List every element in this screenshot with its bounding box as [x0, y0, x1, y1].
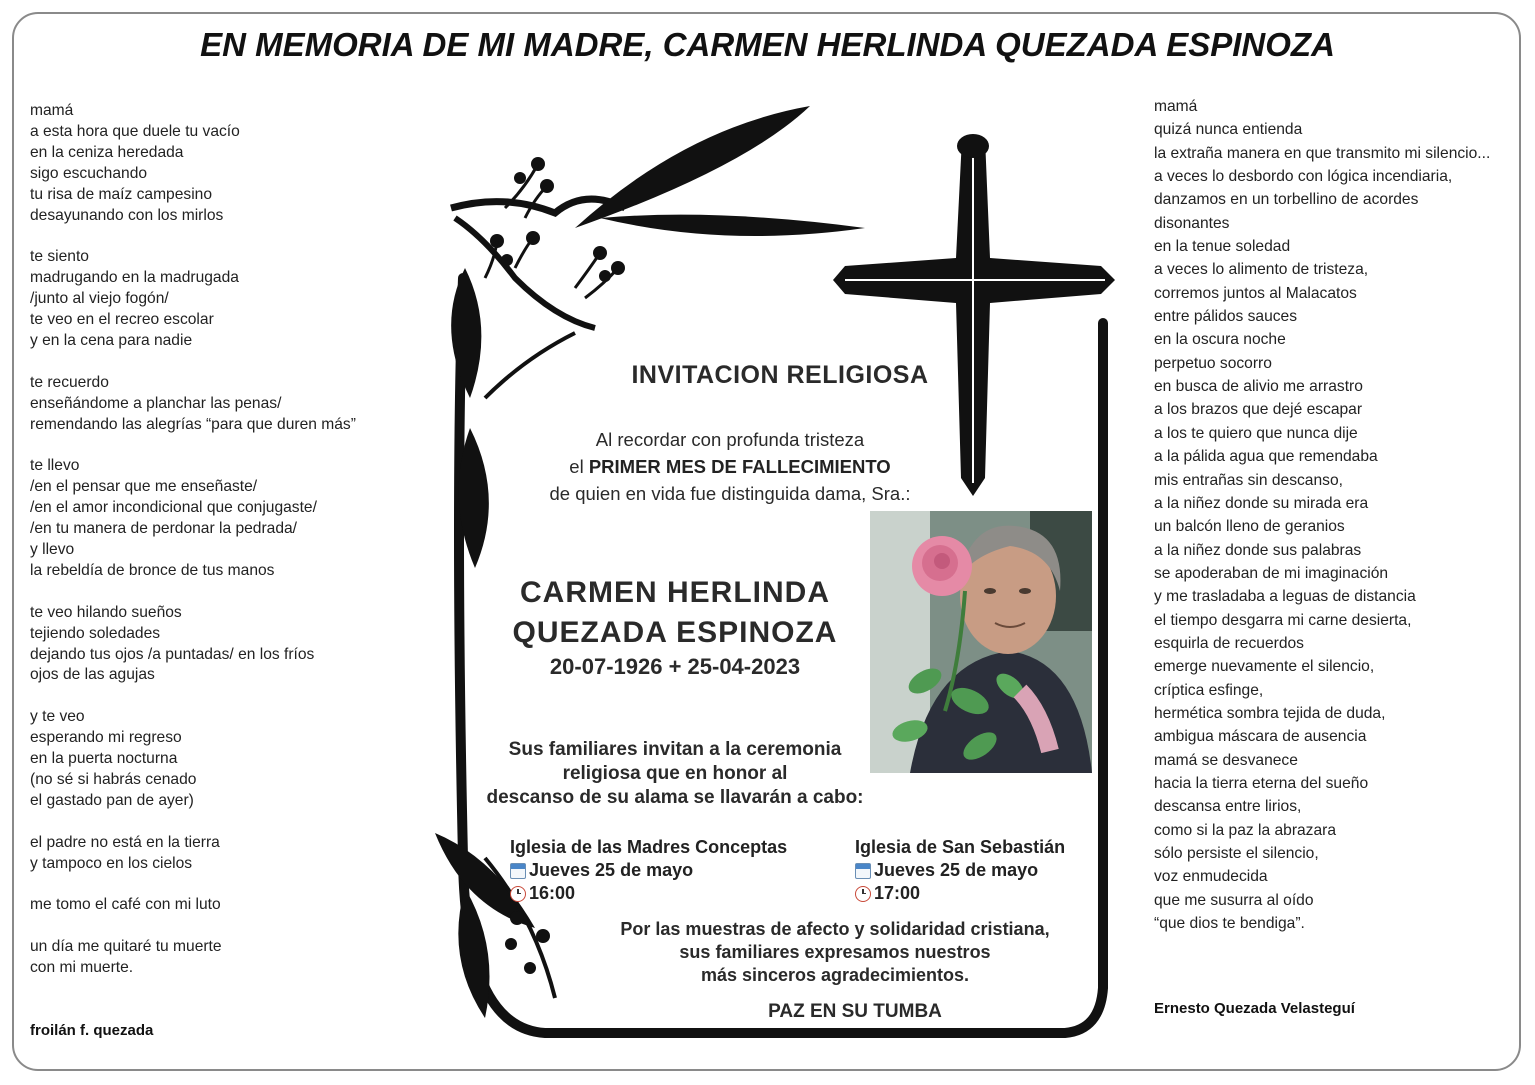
page-title: EN MEMORIA DE MI MADRE, CARMEN HERLINDA QUEZADA ESPINOZA — [200, 26, 1335, 63]
author-right: Ernesto Quezada Velasteguí — [1154, 1000, 1355, 1017]
deceased-name-line-2: QUEZADA ESPINOZA — [512, 616, 838, 649]
clock-icon — [855, 886, 871, 902]
church-a-time: 16:00 — [529, 883, 576, 903]
deceased-name-line-1: CARMEN HERLINDA — [520, 576, 830, 609]
life-dates: 20-07-1926 + 25-04-2023 — [549, 654, 801, 679]
intro-line-1: Al recordar con profunda tristeza — [595, 429, 865, 450]
intro-line-2 — [515, 453, 945, 480]
portrait-photo — [870, 511, 1092, 773]
church-a-name: Iglesia de las Madres Conceptas — [510, 837, 788, 857]
thanks-line-2: sus familiares expresamos nuestros — [679, 942, 991, 962]
church-b-day: Jueves 25 de mayo — [874, 860, 1039, 880]
poem-right: mamá quizá nunca entienda la extraña manera en que transmito mi silencio... a veces lo desbordo con lógica incendiaria, danzamos en un torbellino de acordes disonantes en la tenue soledad a veces lo alimento de tristeza, corremos juntos al Malacatos entre pálidos sauces en la oscura noche perpetuo socorro en busca de alivio me arrastro a los brazos que dejé escapar a los te quiero que nunca dije a la pálida agua que remendaba mis entrañas sin descanso, a la niñez donde su mirada era un balcón lleno de geranios a la niñez donde sus palabras se apoderaban de mi imaginación y me trasladaba a leguas de distancia el tiempo desgarra mi carne desierta, esquirla de recuerdos emerge nuevamente el silencio, críptica esfinge, hermética sombra tejida de duda, ambigua máscara de ausencia mamá se desvanece hacia la tierra eterna del sueño descansa entre lirios, como si la paz la abrazara sólo persiste el silencio, voz enmudecida que me susurra al oído “que dios te bendiga”. — [1154, 98, 1491, 933]
church-a — [510, 836, 787, 905]
church-a-day: Jueves 25 de mayo — [529, 860, 694, 880]
invitation-heading: INVITACION RELIGIOSA — [631, 361, 929, 389]
church-b-time: 17:00 — [874, 883, 921, 903]
thanks-line-3: más sinceros agradecimientos. — [700, 965, 970, 985]
calendar-icon — [510, 863, 526, 879]
invite-line-1: Sus familiares invitan a la ceremonia — [508, 739, 842, 760]
church-b-name: Iglesia de San Sebastián — [855, 837, 1066, 857]
clock-icon — [510, 886, 526, 902]
intro-line-3: de quien en vida fue distinguida dama, Sra.: — [549, 483, 911, 504]
church-b — [855, 836, 1065, 905]
author-left: froilán f. quezada — [30, 1022, 154, 1039]
thanks-line-1: Por las muestras de afecto y solidaridad cristiana, — [620, 919, 1050, 939]
invitation-text — [455, 738, 895, 810]
memorial-card — [425, 98, 1130, 1058]
thanks-text — [575, 918, 1095, 987]
poem-left: mamá a esta hora que duele tu vacío en la ceniza heredada sigo escuchando tu risa de maíz campesino desayunando con los mirlos te siento madrugando en la madrugada /junto al viejo fogón/ te veo en el recreo escolar y en la cena para nadie te recuerdo enseñándome a planchar las penas/ remendando las alegrías “para que duren más” te llevo /en el pensar que me enseñaste/ /en el amor incondicional que conjugaste/ /en tu manera de perdonar la pedrada/ y llevo la rebeldía de bronce de tus manos te veo hilando sueños tejiendo soledades dejando tus ojos /a puntadas/ en los fríos ojos de las agujas y te veo esperando mi regreso en la puerta nocturna (no sé si habrás cenado el gastado pan de ayer) el padre no está en la tierra y tampoco en los cielos me tomo el café con mi luto un día me quitaré tu muerte con mi muerte. — [30, 102, 356, 977]
closing-text: PAZ EN SU TUMBA — [768, 1001, 942, 1022]
invite-line-2: religiosa que en honor al — [562, 763, 788, 784]
calendar-icon — [855, 863, 871, 879]
intro-line-2-prefix: el — [569, 456, 589, 477]
intro-text — [515, 426, 945, 507]
intro-line-2-bold: PRIMER MES DE FALLECIMIENTO — [588, 456, 891, 477]
invite-line-3: descanso de su alama se llavarán a cabo: — [486, 787, 864, 808]
